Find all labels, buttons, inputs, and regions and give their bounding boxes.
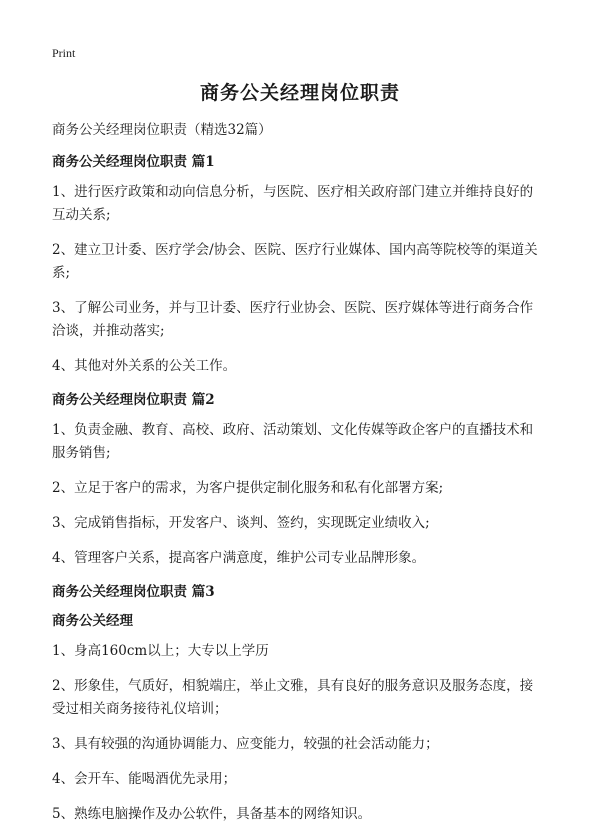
section-heading: 商务公关经理岗位职责 篇3 — [52, 584, 215, 600]
list-item: 1、身高160cm以上；大专以上学历 — [52, 643, 269, 659]
section-heading: 商务公关经理岗位职责 篇2 — [52, 392, 215, 408]
section-2 — [52, 390, 545, 570]
list-item: 4、管理客户关系，提高客户满意度，维护公司专业品牌形象。 — [52, 550, 426, 566]
list-item: 3、完成销售指标，开发客户、谈判、签约，实现既定业绩收入; — [52, 515, 430, 531]
section-3 — [52, 582, 545, 826]
document-subtitle: 商务公关经理岗位职责（精选32篇） — [52, 122, 272, 138]
list-item: 3、具有较强的沟通协调能力、应变能力，较强的社会活动能力； — [52, 736, 439, 752]
list-item: 4、其他对外关系的公关工作。 — [52, 358, 237, 374]
list-item: 2、形象佳，气质好，相貌端庄，举止文雅，具有良好的服务意识及服务态度，接受过相关商务接待礼仪培训； — [52, 678, 534, 717]
list-item: 4、会开车、能喝酒优先录用； — [52, 771, 237, 787]
document-body — [52, 120, 545, 838]
list-item: 2、立足于客户的需求，为客户提供定制化服务和私有化部署方案; — [52, 480, 444, 496]
list-item: 3、了解公司业务，并与卫计委、医疗行业协会、医院、医疗媒体等进行商务合作洽谈，并推动落实; — [52, 300, 534, 339]
page-title: 商务公关经理岗位职责 — [199, 82, 400, 104]
section-1 — [52, 152, 545, 378]
list-item: 1、进行医疗政策和动向信息分析，与医院、医疗相关政府部门建立并维持良好的互动关系; — [52, 184, 534, 223]
list-item: 5、熟练电脑操作及办公软件，具备基本的网络知识。 — [52, 806, 372, 822]
section-subheading: 商务公关经理 — [52, 613, 133, 629]
print-label: Print — [52, 46, 76, 60]
section-heading: 商务公关经理岗位职责 篇1 — [52, 154, 215, 170]
list-item: 2、建立卫计委、医疗学会/协会、医院、医疗行业媒体、国内高等院校等的渠道关系; — [52, 242, 538, 281]
list-item: 1、负责金融、教育、高校、政府、活动策划、文化传媒等政企客户的直播技术和服务销售; — [52, 422, 534, 461]
